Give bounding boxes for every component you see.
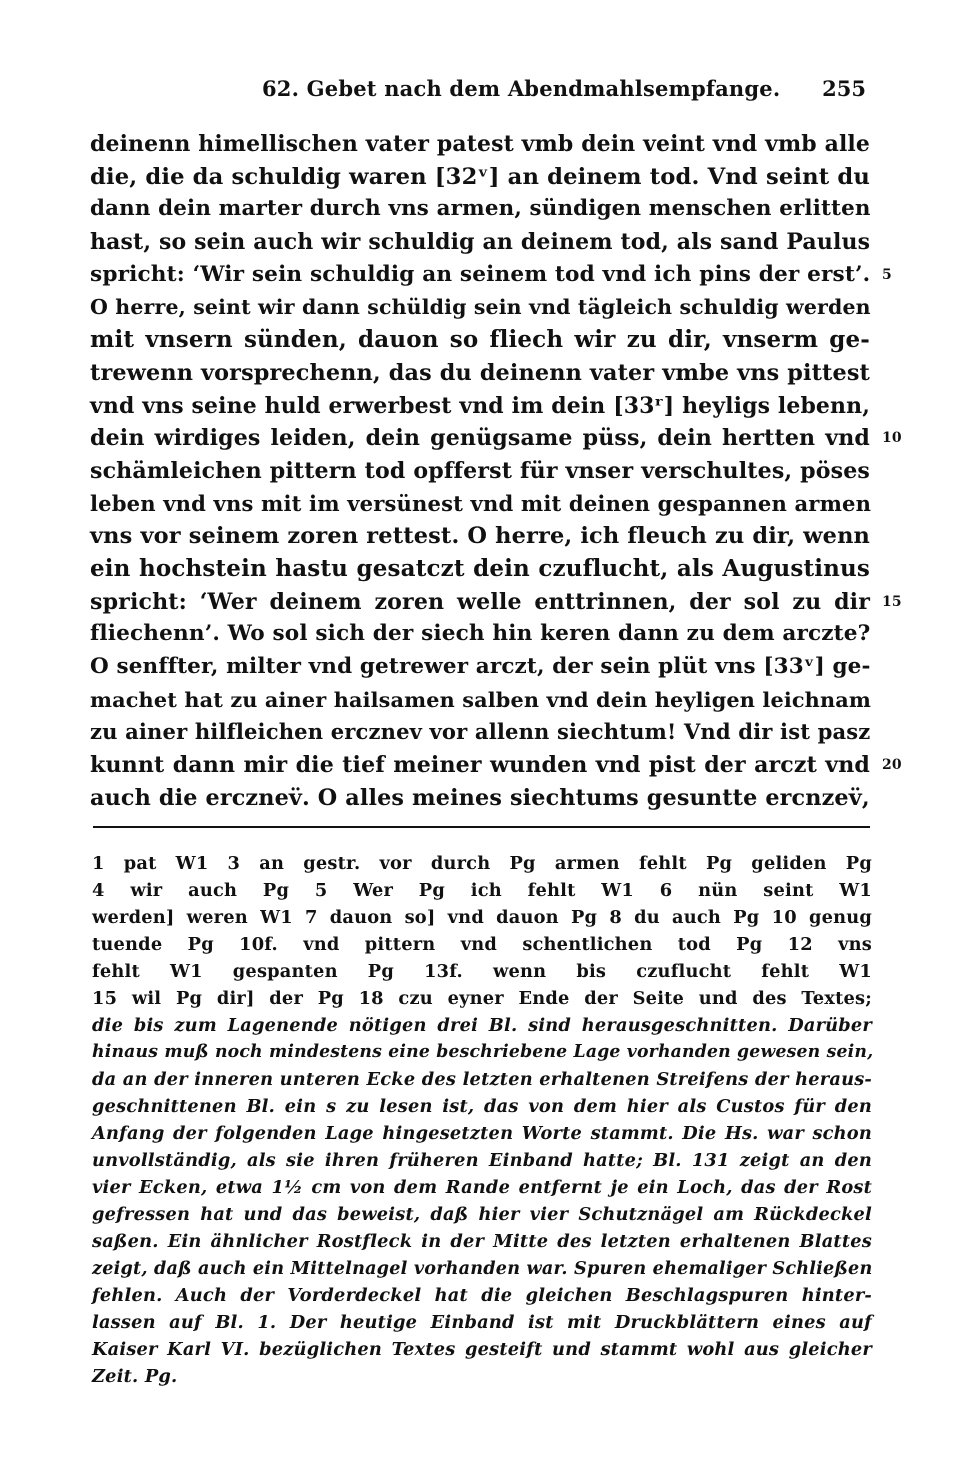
footnote-line: Kaiser Karl VI. bezüglichen Textes gesteift und stammt wohl aus gleicher: [92, 1339, 872, 1360]
running-header: [90, 76, 870, 106]
text-line: die, die da schuldig waren [32ᵛ] an deinem tod. Vnd seint du: [90, 163, 870, 190]
footnote-line: tuende Pg 10f. vnd pittern vnd schentlichen tod Pg 12 vns: [92, 934, 872, 955]
text-line-content: dein wirdiges leiden, dein genügsame püss, dein hertten vnd: [90, 425, 870, 452]
text-line: [90, 586, 902, 619]
text-line: vnd vns seine huld erwerbest vnd im dein [33ʳ] heyligs lebenn,: [90, 392, 870, 419]
text-line: leben vnd vns mit im versünest vnd mit deinen gespannen armen: [90, 490, 872, 516]
footnote-line: die bis zum Lagenende nötigen drei Bl. sind herausgeschnitten. Darüber: [92, 1015, 872, 1036]
footnote-line: geschnittenen Bl. ein s zu lesen ist, das von dem hier als Custos für den: [92, 1096, 872, 1117]
footnote-line: lassen auf Bl. 1. Der heutige Einband ist mit Druckblättern eines auf: [92, 1312, 872, 1333]
footnote-line: Anfang der folgenden Lage hingesetzten Worte stammt. Die Hs. war schon: [92, 1123, 872, 1144]
text-line: deinenn himellischen vater patest vmb dein veint vnd vmb alle: [90, 131, 870, 157]
text-line: trewenn vorsprechenn, das du deinenn vater vmbe vns pittest: [90, 359, 870, 386]
text-line-content: spricht: ‘Wir sein schuldig an seinem tod vnd ich pins der erst’.: [90, 261, 871, 287]
footnote-line: 1 pat W1 3 an gestr. vor durch Pg armen fehlt Pg geliden Pg: [92, 853, 872, 874]
text-line: [90, 259, 892, 292]
footnote-line: werden] weren W1 7 dauon so] vnd dauon Pg 8 du auch Pg 10 genug: [92, 907, 872, 928]
footnote-line: 15 wil Pg dir] der Pg 18 czu eyner Ende der Seite und des Textes;: [92, 988, 872, 1009]
text-line: [90, 749, 902, 782]
text-line: dann dein marter durch vns armen, sündigen menschen erlitten: [90, 196, 871, 222]
footnote-line: hinaus muß noch mindestens eine beschriebene Lage vorhanden gewesen sein,: [92, 1042, 874, 1062]
critical-apparatus: [92, 850, 872, 1390]
footnote-line: vier Ecken, etwa 1½ cm von dem Rande entfernt je ein Loch, das der Rost: [92, 1177, 872, 1198]
line-number: 10: [882, 430, 902, 447]
text-line: hast, so sein auch wir schuldig an deinem tod, als sand Paulus: [90, 229, 871, 256]
text-line: ein hochstein hastu gesatczt dein czuflucht, als Augustinus: [90, 554, 870, 582]
text-line-content: spricht: ‘Wer deinem zoren welle enttrinnen, der sol zu dir: [90, 588, 870, 615]
footnote-line: da an der inneren unteren Ecke des letzten erhaltenen Streifens der heraus-: [92, 1069, 872, 1090]
footnote-line: Zeit. Pg.: [92, 1366, 178, 1387]
footnote-line: 4 wir auch Pg 5 Wer Pg ich fehlt W1 6 nün seint W1: [92, 880, 872, 901]
footnote-line: zeigt, daß auch ein Mittelnagel vorhanden war. Spuren ehemaliger Schließen: [92, 1258, 873, 1279]
section-title: 62. Gebet nach dem Abendmahlsempfange.: [262, 76, 781, 101]
footnote-line: fehlt W1 gespanten Pg 13f. wenn bis czuflucht fehlt W1: [92, 961, 872, 982]
main-text: [90, 128, 902, 814]
text-line: vns vor seinem zoren rettest. O herre, ich fleuch zu dir, wenn: [90, 523, 870, 550]
footnote-line: gefressen hat und das beweist, daß hier vier Schutznägel am Rückdeckel: [92, 1204, 872, 1225]
text-line: [90, 422, 902, 455]
text-line: machet hat zu ainer hailsamen salben vnd dein heyligen leichnam: [90, 686, 871, 712]
text-line: mit vnsern sünden, dauon so fliech wir zu dir, vnserm ge-: [90, 326, 870, 354]
text-line: zu ainer hilfleichen ercznev vor allenn siechtum! Vnd dir ist pasz: [90, 719, 871, 745]
line-number: 15: [882, 593, 902, 610]
text-line: fliechenn’. Wo sol sich der siech hin keren dann zu dem arczte?: [90, 621, 871, 647]
text-line: O senffter, milter vnd getrewer arczt, der sein plüt vns [33ᵛ] ge-: [90, 654, 871, 679]
line-number: 20: [882, 757, 902, 774]
text-line: O herre, seint wir dann schüldig sein vnd tägleich schuldig werden: [90, 295, 871, 320]
text-line: schämleichen pittern tod opfferst für vnser verschultes, pöses: [90, 457, 870, 484]
page-number: 255: [822, 76, 866, 101]
footnote-divider: [93, 826, 870, 828]
footnote-line: fehlen. Auch der Vorderdeckel hat die gleichen Beschlagspuren hinter-: [92, 1285, 872, 1306]
line-number: 5: [882, 266, 892, 283]
footnote-line: unvollständig, als sie ihren früheren Einband hatte; Bl. 131 zeigt an den: [92, 1150, 872, 1171]
footnote-line: saßen. Ein ähnlicher Rostfleck in der Mitte des letzten erhaltenen Blattes: [92, 1231, 872, 1252]
text-line-content: kunnt dann mir die tief meiner wunden vnd pist der arczt vnd: [90, 752, 870, 779]
text-line: auch die ercznev̈. O alles meines siechtums gesuntte ercnzev̈,: [90, 784, 870, 811]
